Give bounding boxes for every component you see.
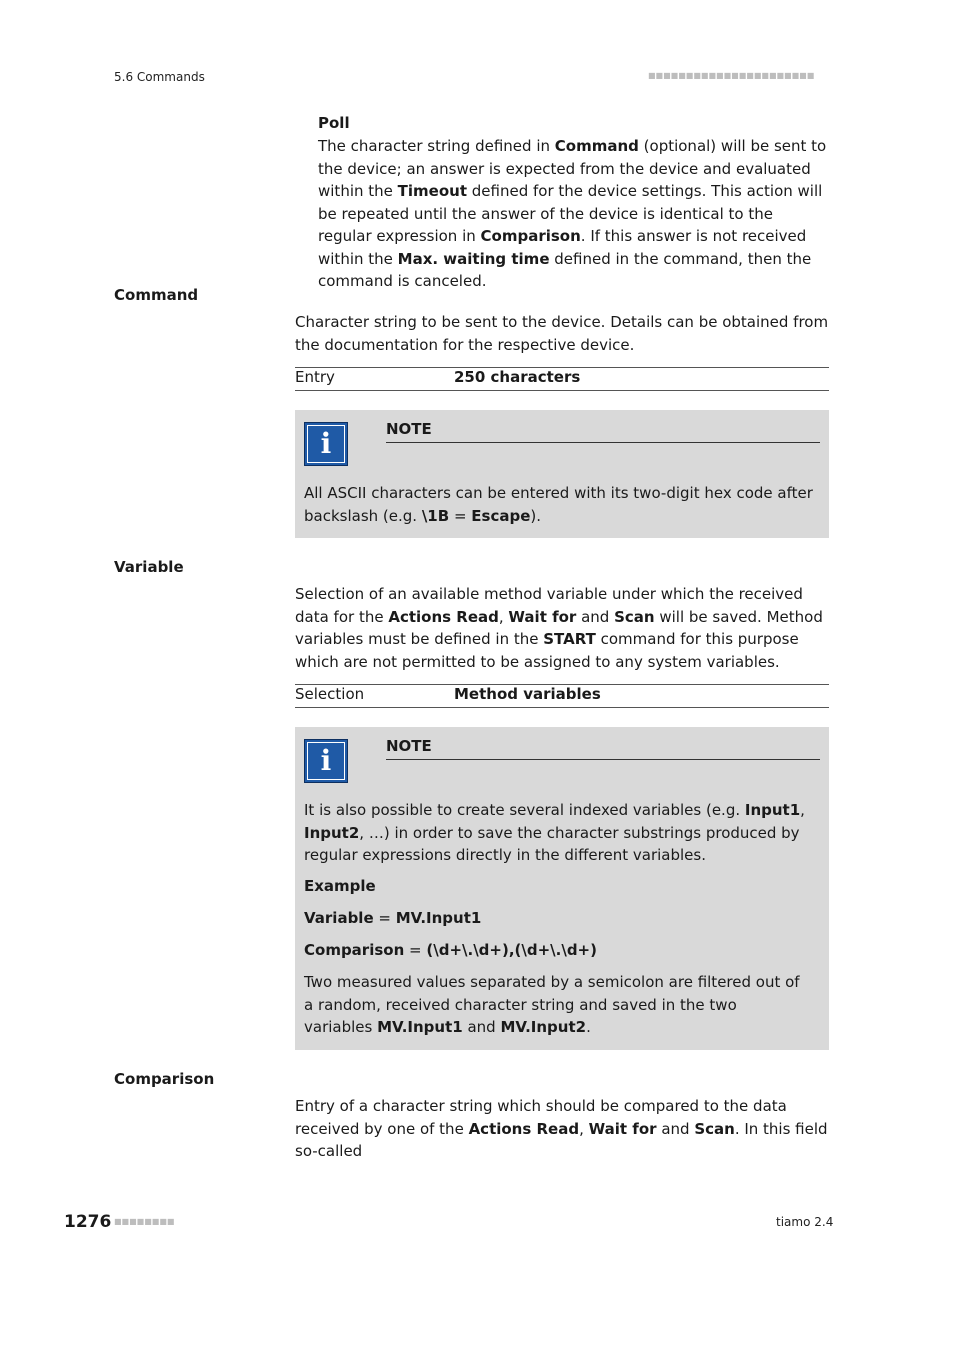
poll-title: Poll xyxy=(318,114,350,132)
example-title: Example xyxy=(304,877,376,895)
note-title: NOTE xyxy=(386,737,432,755)
poll-description: The character string defined in Command (optional) will be sent to the device; an answer is expected from the device and evaluated within the Timeout defined for the device settings. This action will be repeated until the answer of the device is identical to the regular expression in Comparison. If this answer is not received within the Max. waiting time defined in the command, then the command is canceled. xyxy=(318,137,827,290)
example-variable: Variable = MV.Input1 xyxy=(304,909,482,927)
variable-label: Variable xyxy=(114,558,184,576)
header-decoration: ■■■■■■■■■■■■■■■■■■■■■■ xyxy=(648,71,815,80)
entry-value: 250 characters xyxy=(454,368,581,386)
selection-key: Selection xyxy=(295,685,365,703)
note-text: It is also possible to create several indexed variables (e.g. Input1, Input2, …) in order to save the character substrings produced by regular expressions directly in the different variables. xyxy=(304,801,805,864)
example-comparison: Comparison = (\d+\.\d+),(\d+\.\d+) xyxy=(304,941,597,959)
selection-value: Method variables xyxy=(454,685,601,703)
footer-product: tiamo 2.4 xyxy=(776,1215,834,1229)
note-box-command xyxy=(295,410,829,538)
running-header-section: 5.6 Commands xyxy=(114,70,205,84)
command-label: Command xyxy=(114,286,199,304)
table-rule-bottom xyxy=(295,390,829,391)
note-title: NOTE xyxy=(386,420,432,438)
note-box-variable xyxy=(295,727,829,1050)
note-text: All ASCII characters can be entered with its two-digit hex code after backslash (e.g. \1B = Escape). xyxy=(304,484,813,525)
entry-key: Entry xyxy=(295,368,335,386)
command-description: Character string to be sent to the device. Details can be obtained from the documentation for the respective device. xyxy=(295,313,829,354)
note-title-rule xyxy=(386,759,820,760)
comparison-label: Comparison xyxy=(114,1070,215,1088)
note-title-rule xyxy=(386,442,820,443)
table-rule-bottom xyxy=(295,707,829,708)
variable-description: Selection of an available method variable under which the received data for the Actions Read, Wait for and Scan will be saved. Method variables must be defined in the START command for this purpose which are not permitted to be assigned to any system variables. xyxy=(295,585,823,671)
info-icon: i xyxy=(304,739,348,783)
footer-decoration: ■■■■■■■■ xyxy=(114,1217,175,1226)
info-icon: i xyxy=(304,422,348,466)
comparison-description: Entry of a character string which should be compared to the data received by one of the Actions Read, Wait for and Scan. In this field so-called xyxy=(295,1097,828,1160)
page-number: 1276 xyxy=(64,1212,112,1232)
example-explanation: Two measured values separated by a semicolon are filtered out of a random, received character string and saved in the two variables MV.Input1 and MV.Input2. xyxy=(304,973,800,1036)
